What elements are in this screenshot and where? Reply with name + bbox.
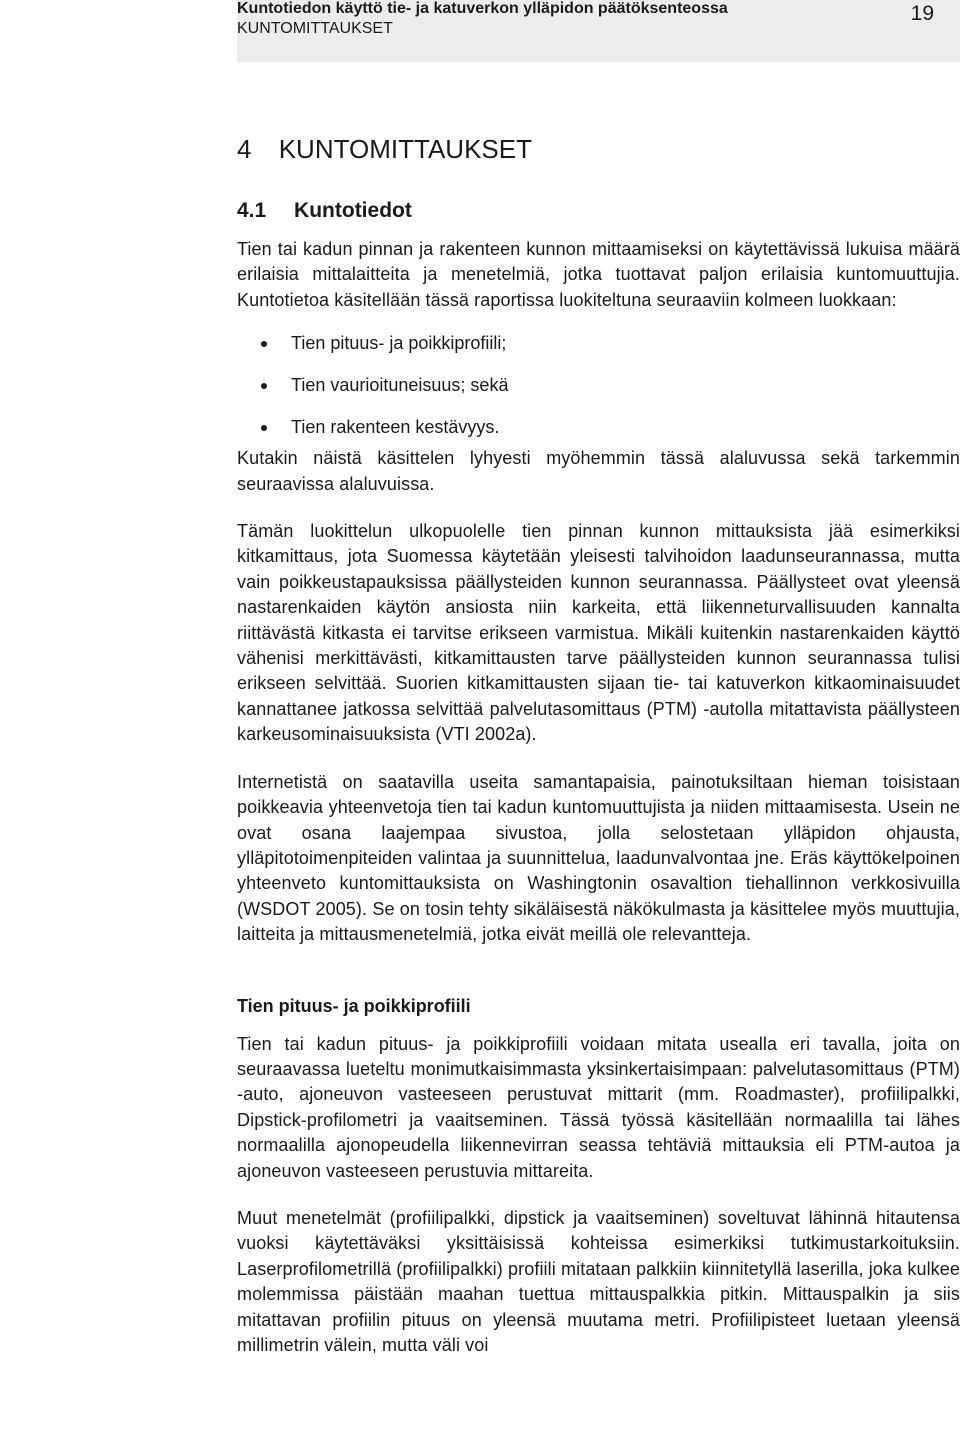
section-heading — [237, 198, 960, 224]
paragraph-intro: Tien tai kadun pinnan ja rakenteen kunnon mittaamiseksi on käytettävissä lukuisa määrä erilaisia mittalaitteita ja menetelmiä, jotka tuottavat paljon erilaisia kuntomuuttujia. Kuntotietoa käsitellään tässä raportissa luokiteltuna seuraaviin kolmeen luokkaan: — [237, 239, 960, 310]
paragraph-friction: Tämän luokittelun ulkopuolelle tien pinnan kunnon mittauksista jää esimerkiksi kitkamittaus, jota Suomessa käytetään yleisesti talvihoidon laadunseurannassa, mutta vain poikkeustapauksissa päällysteiden kunnon seurannassa. Päällysteet ovat yleensä nastarenkaiden käytön ansiosta niin karkeita, että liikenneturvallisuuden kannalta riittävästä kitkasta ei tarvitse erikseen varmistua. Mikäli kuitenkin nastarenkaiden käyttö vähenisi merkittävästi, kitkamittausten tarve päällysteiden kunnon seurannassa tulisi erikseen selvittää. Suorien kitkamittausten sijaan tie- tai katuverkon kitkaominaisuudet kannattanee jatkossa selvittää palvelutasomittaus (PTM) -autolla mitattavista päällysteen karkeusominaisuuksista (VTI 2002a). — [237, 521, 960, 745]
chapter-number: 4 — [237, 134, 252, 164]
category-list — [237, 331, 960, 440]
list-item — [237, 331, 960, 356]
paragraph-overview: Kutakin näistä käsittelen lyhyesti myöhemmin tässä alaluvussa sekä tarkemmin seuraavissa alaluvuissa. — [237, 448, 960, 494]
list-item-text: Tien pituus- ja poikkiprofiili; — [291, 333, 507, 354]
header-subtitle: KUNTOMITTAUKSET — [237, 20, 393, 37]
chapter-heading — [237, 132, 960, 166]
paragraph-profile-methods: Tien tai kadun pituus- ja poikkiprofiili voidaan mitata usealla eri tavalla, joita on seuraavassa lueteltu monimutkaisimmasta yksinkertaisimpaan: palvelutasomittaus (PTM) -auto, ajoneuvon vasteeseen perustuvat mittarit (mm. Roadmaster), profiilipalkki, Dipstick-profilometri ja vaaitseminen. Tässä työssä käsitellään normaalilla tai lähes normaalilla ajonopeudella liikennevirran seassa tehtäviä mittauksia eli PTM-autoa ja ajoneuvon vasteeseen perustuvia mittareita. — [237, 1033, 960, 1181]
bullet-icon — [261, 383, 267, 389]
bullet-icon — [261, 425, 267, 431]
list-item — [237, 373, 960, 398]
paragraph-other-methods: Muut menetelmät (profiilipalkki, dipstick ja vaaitseminen) soveltuvat lähinnä hitautensa vuoksi käytettäväksi yksittäisissä kohteissa esimerkiksi tutkimustarkoituksiin. Laserprofilometrillä (profiilipalkki) profiili mitataan palkkiin kiinnitetyllä laserilla, joka kulkee molemmissa päistään maahan tuettua mittauspalkkia pitkin. Mittauspalkin ja siis mitattavan profiilin pituus on yleensä muutama metri. Profiilipisteet luetaan yleensä millimetrin välein, mutta väli voi — [237, 1207, 960, 1355]
page-number: 19 — [910, 2, 934, 25]
page-body — [237, 132, 960, 1372]
paragraph-internet: Internetistä on saatavilla useita samantapaisia, painotuksiltaan hieman toisistaan poikkeavia yhteenvetoja tien tai kadun kuntomuuttujista ja niiden mittaamisesta. Usein ne ovat osana laajempaa sivustoa, jolla selostetaan ylläpidon ohjausta, ylläpitotoimenpiteiden valintaa ja suunnittelua, laadunvalvontaa jne. Eräs käyttökelpoinen yhteenveto kuntomittauksista on Washingtonin osavaltion tiehallinnon verkkosivuilla (WSDOT 2005). Se on tosin tehty sikäläisestä näkökulmasta ja käsittelee myös muuttujia, laitteita ja mittausmenetelmiä, jotka eivät meillä ole relevantteja. — [237, 771, 960, 945]
chapter-title: KUNTOMITTAUKSET — [278, 134, 532, 164]
section-title: Kuntotiedot — [294, 199, 412, 222]
section-number: 4.1 — [237, 199, 267, 222]
bullet-icon — [261, 341, 267, 347]
list-item — [237, 415, 960, 440]
list-item-text: Tien vaurioituneisuus; sekä — [291, 375, 509, 396]
subheading: Tien pituus- ja poikkiprofiili — [237, 995, 471, 1016]
list-item-text: Tien rakenteen kestävyys. — [291, 417, 500, 438]
header-title: Kuntotiedon käyttö tie- ja katuverkon ylläpidon päätöksenteossa — [237, 0, 728, 17]
running-header — [237, 0, 960, 62]
